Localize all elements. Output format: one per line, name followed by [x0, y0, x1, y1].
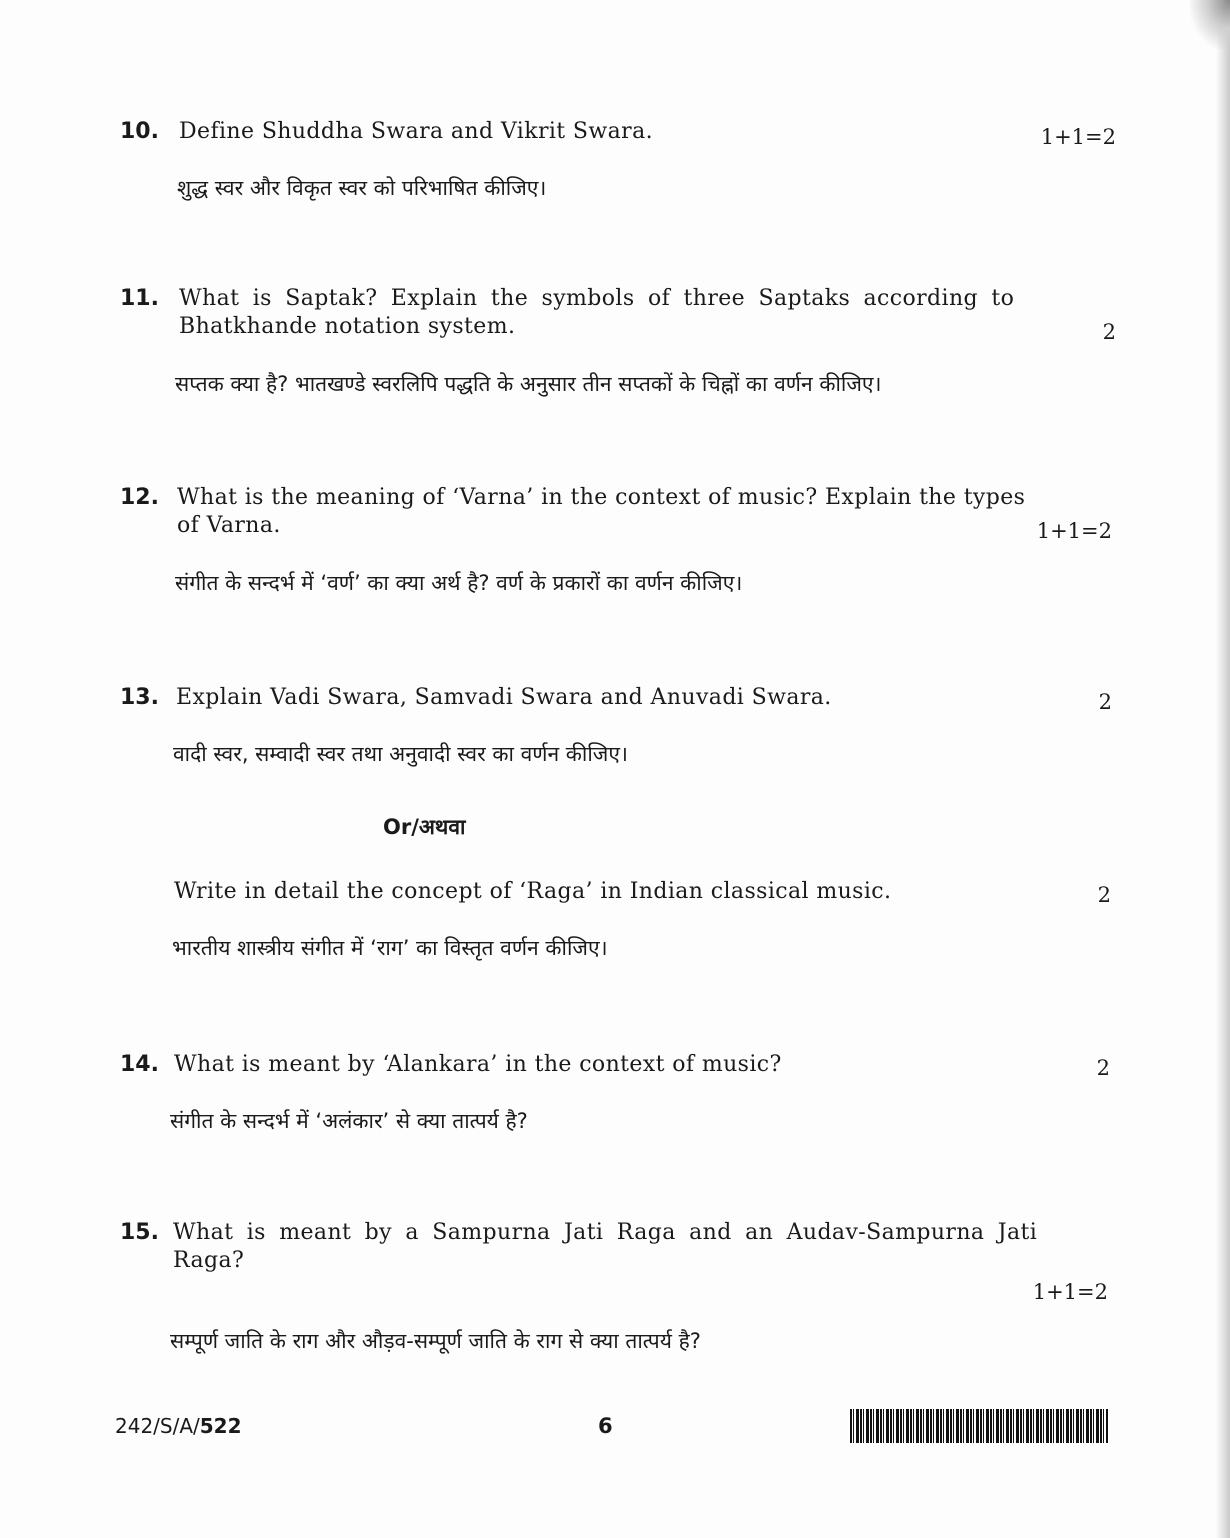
question-number: 12.: [120, 485, 159, 510]
alternative-question-text-en: Write in detail the concept of ‘Raga’ in Indian classical music.: [174, 879, 892, 904]
paper-code-number: 522: [199, 1414, 242, 1438]
question-marks: 2: [1096, 1056, 1110, 1080]
question-text-hi: सप्तक क्या है? भातखण्डे स्वरलिपि पद्धति के अनुसार तीन सप्तकों के चिह्नों का वर्णन कीजिए।: [175, 372, 882, 396]
question-text-en: What is meant by ‘Alankara’ in the context of music?: [174, 1052, 782, 1077]
alternative-question-marks: 2: [1097, 883, 1111, 907]
paper-code-prefix: 242/S/A/: [115, 1414, 200, 1438]
question-text-en-cont: Raga?: [173, 1248, 245, 1273]
page-number: 6: [598, 1414, 613, 1438]
question-marks: 2: [1098, 690, 1112, 714]
question-text-hi: संगीत के सन्दर्भ में ‘अलंकार’ से क्या तात्पर्य है?: [170, 1109, 528, 1133]
question-text-en: What is Saptak? Explain the symbols of three Saptaks according to: [179, 286, 1015, 311]
question-text-en-cont: Bhatkhande notation system.: [179, 314, 516, 339]
question-text-hi: संगीत के सन्दर्भ में ‘वर्ण’ का क्या अर्थ है? वर्ण के प्रकारों का वर्णन कीजिए।: [175, 571, 743, 595]
alternative-question-text-hi: भारतीय शास्त्रीय संगीत में ‘राग’ का विस्तृत वर्णन कीजिए।: [172, 936, 608, 960]
question-text-hi: वादी स्वर, सम्वादी स्वर तथा अनुवादी स्वर का वर्णन कीजिए।: [173, 742, 628, 766]
barcode-image: [850, 1409, 1108, 1443]
question-text-en: Define Shuddha Swara and Vikrit Swara.: [179, 119, 653, 144]
question-text-en: Explain Vadi Swara, Samvadi Swara and Anuvadi Swara.: [176, 685, 832, 710]
paper-code: [115, 1414, 242, 1438]
question-text-en: What is meant by a Sampurna Jati Raga and an Audav-Sampurna Jati: [173, 1220, 1038, 1245]
question-text-en: What is the meaning of ‘Varna’ in the context of music? Explain the types: [177, 485, 1026, 510]
question-number: 15.: [120, 1220, 159, 1245]
question-text-hi: सम्पूर्ण जाति के राग और औड़व-सम्पूर्ण जाति के राग से क्या तात्पर्य है?: [170, 1329, 701, 1353]
question-number: 13.: [120, 685, 159, 710]
or-separator: Or/अथवा: [383, 815, 466, 839]
question-text-en-cont: of Varna.: [177, 513, 281, 538]
question-marks: 1+1=2: [1036, 519, 1112, 543]
question-number: 11.: [120, 286, 159, 311]
page-curl-shadow: [1190, 0, 1230, 50]
question-text-hi: शुद्ध स्वर और विकृत स्वर को परिभाषित कीजिए।: [177, 176, 547, 200]
page-edge-shadow: [1216, 0, 1230, 1538]
question-marks: 1+1=2: [1032, 1280, 1108, 1304]
question-marks: 1+1=2: [1040, 125, 1116, 149]
question-number: 14.: [120, 1052, 159, 1077]
question-number: 10.: [120, 119, 159, 144]
question-marks: 2: [1102, 320, 1116, 344]
